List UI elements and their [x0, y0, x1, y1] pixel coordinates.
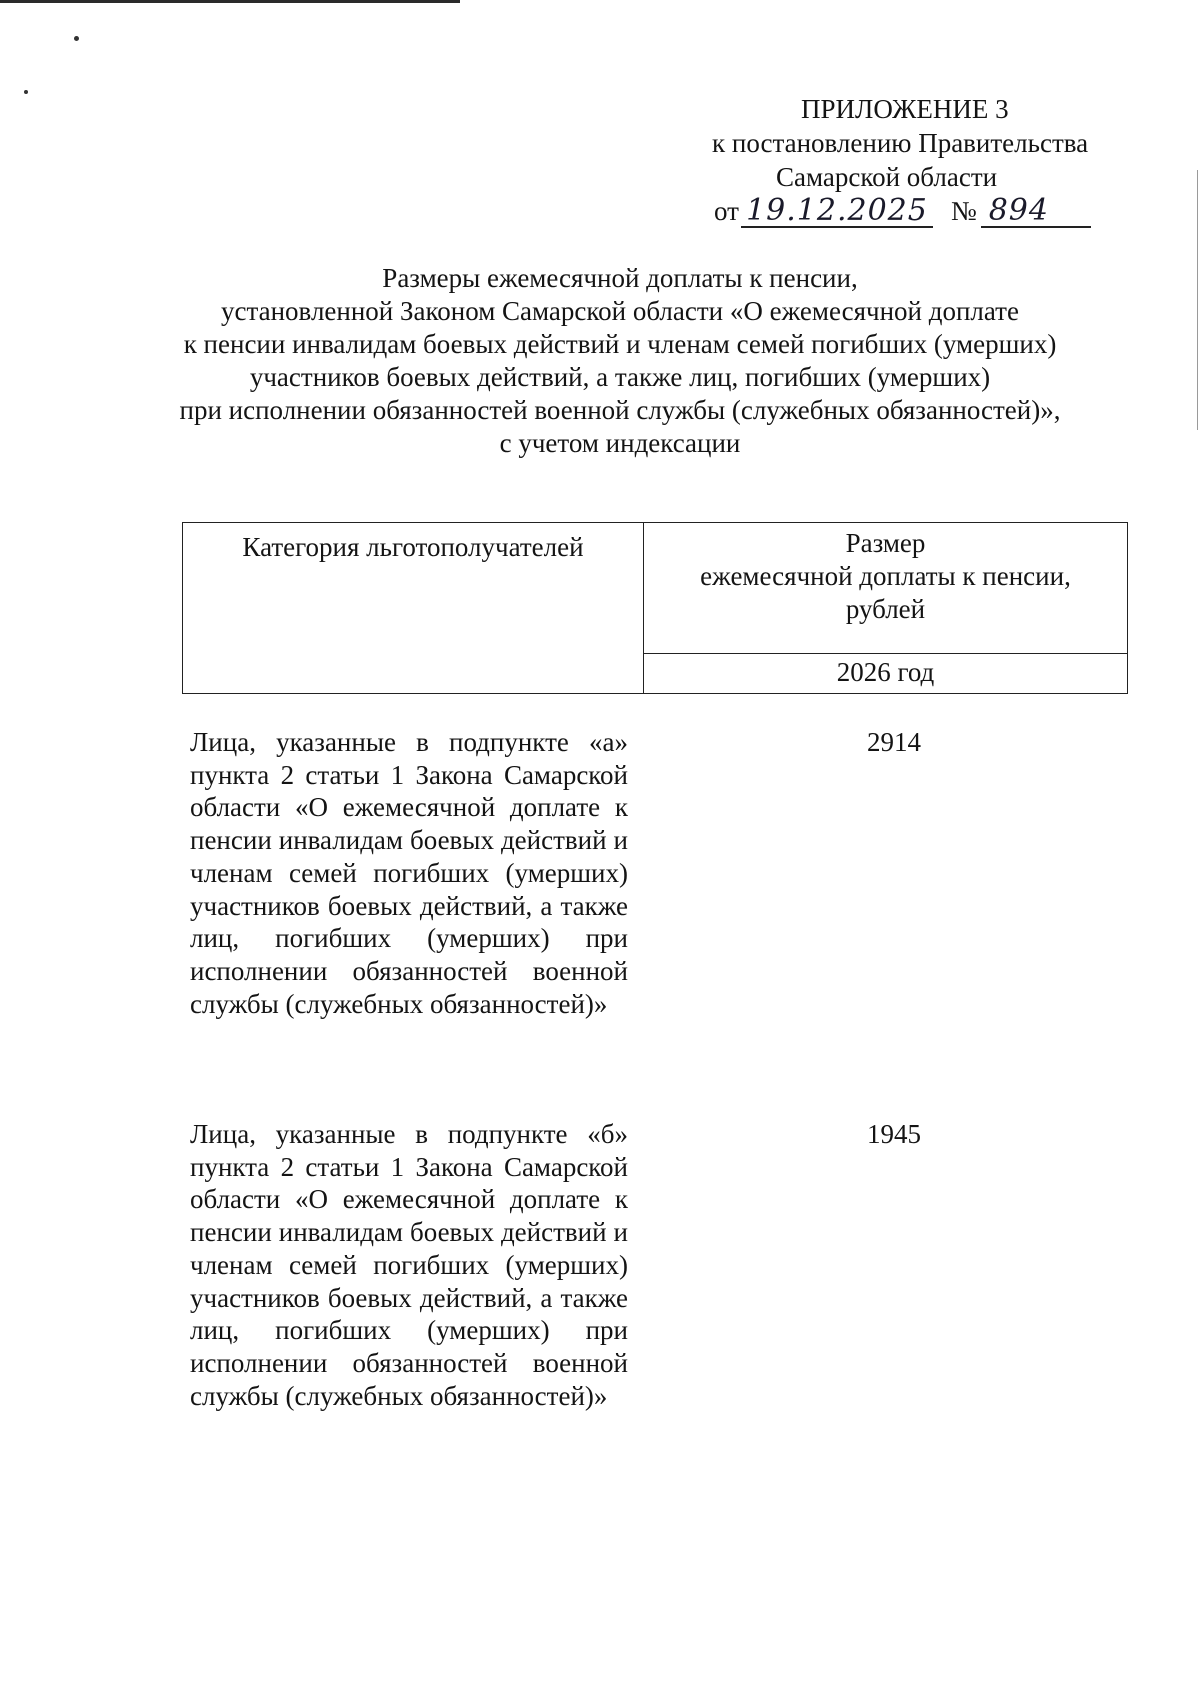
- table-row: [190, 1118, 1130, 1412]
- title-line: участников боевых действий, а также лиц, погибших (умерших): [249, 362, 991, 392]
- scan-speck: [24, 90, 28, 94]
- number-prefix: №: [950, 196, 977, 226]
- year-header: 2026 год: [836, 657, 935, 687]
- appendix-title: ПРИЛОЖЕНИЕ 3: [801, 94, 1009, 124]
- title-line: установленной Законом Самарской области «О ежемесячной доплате: [221, 296, 1019, 326]
- row-amount: 2914: [867, 727, 921, 757]
- title-line: с учетом индексации: [499, 428, 741, 458]
- scan-edge-right: [1197, 170, 1198, 430]
- title-line: при исполнении обязанностей военной службы (служебных обязанностей)»,: [179, 395, 1061, 425]
- scan-speck: [74, 36, 79, 41]
- amount-header-line: ежемесячной доплаты к пенсии,: [700, 561, 1071, 591]
- document-title: [160, 262, 1080, 460]
- table-header: [182, 522, 1128, 694]
- amount-header-line: рублей: [845, 594, 926, 624]
- handwritten-number: 894: [981, 196, 1091, 228]
- date-number-line: [700, 194, 1130, 228]
- appendix-header: [700, 92, 1130, 228]
- amount-header-line: Размер: [845, 528, 926, 558]
- region-name: Самарской области: [776, 162, 998, 192]
- handwritten-date: 19.12.2025: [741, 196, 933, 228]
- amount-column-header: [644, 523, 1127, 654]
- resolution-reference: к постановлению Правительства: [712, 128, 1089, 158]
- scan-edge-top: [0, 0, 460, 3]
- row-category: Лица, указанные в подпункте «а» пункта 2 статьи 1 Закона Самарской области «О ежемесячной доплате к пенсии инвалидам боевых действий и членам семей погибших (умерших) участников боевых действий, а также лиц, погибших (умерших) при исполнении обязанностей военной службы (служебных обязанностей)»: [190, 727, 628, 1019]
- row-amount: 1945: [867, 1119, 921, 1149]
- row-category: Лица, указанные в подпункте «б» пункта 2 статьи 1 Закона Самарской области «О ежемесячной доплате к пенсии инвалидам боевых действий и членам семей погибших (умерших) участников боевых действий, а также лиц, погибших (умерших) при исполнении обязанностей военной службы (служебных обязанностей)»: [190, 1119, 628, 1411]
- title-line: к пенсии инвалидам боевых действий и членам семей погибших (умерших): [183, 329, 1057, 359]
- date-prefix: от: [714, 196, 739, 226]
- table-row: [190, 726, 1130, 1020]
- title-line: Размеры ежемесячной доплаты к пенсии,: [382, 263, 858, 293]
- category-column-header: Категория льготополучателей: [183, 523, 644, 693]
